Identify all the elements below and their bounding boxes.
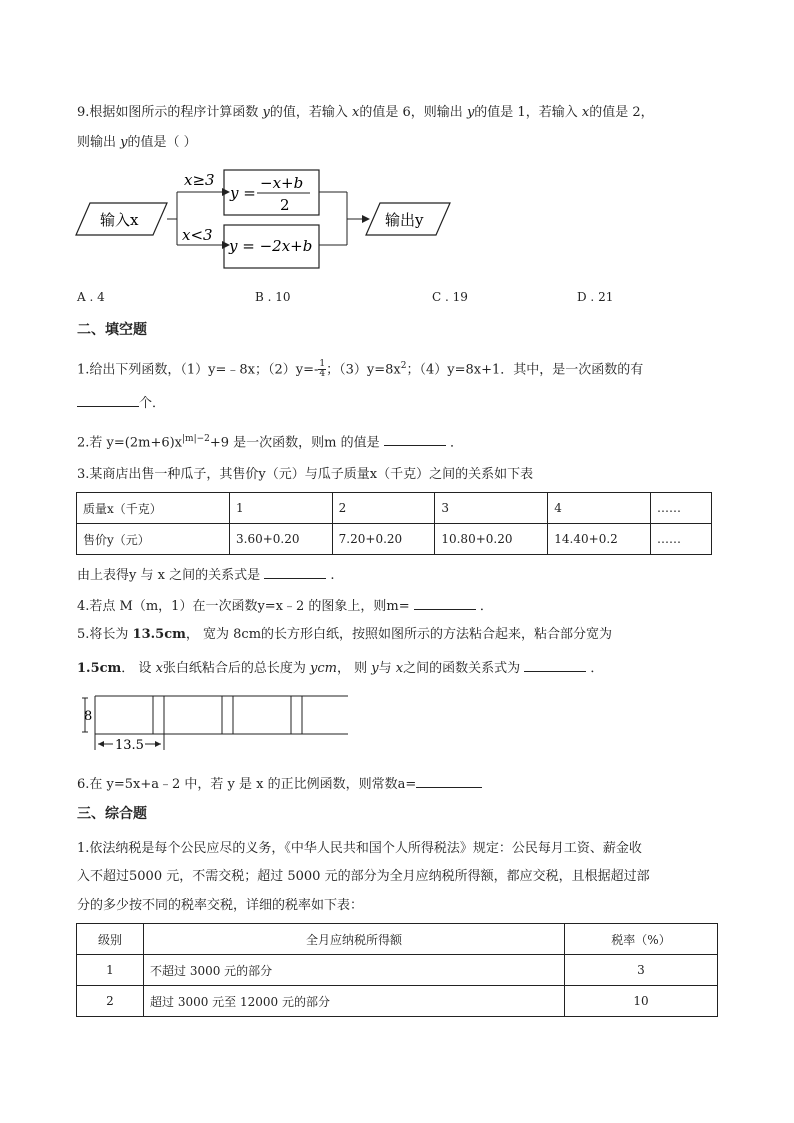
s2-q5-line1: 5.将长为 13.5cm， 宽为 8cm的长方形白纸，按照如图所示的方法粘合起来，粘合部分宽为 (77, 627, 613, 642)
svg-text:−x+b: −x+b (260, 174, 304, 192)
answer-blank[interactable] (416, 773, 482, 788)
s2-q3-after: 由上表得y 与 x 之间的关系式是 . (77, 564, 335, 586)
paper-strip-figure (80, 690, 350, 756)
s3-p-line3: 分的多少按不同的税率交税，详细的税率如下表： (77, 898, 364, 913)
s2-q2: 2.若 $y=(2m+6)x^{|m|-2}+9$ 是一次函数，则m 的值是 ． (77, 429, 463, 453)
fraction: $\frac{1}{4}$ (319, 359, 326, 380)
answer-blank[interactable] (384, 431, 446, 446)
price-table (76, 492, 712, 555)
option-b[interactable]: B . 10 (255, 290, 291, 304)
answer-blank[interactable] (77, 392, 139, 407)
s3-p-line2: 入不超过5000 元，不需交税；超过 5000 元的部分为全月应纳税所得额，都应交税，且根据超过部 (77, 869, 650, 884)
option-a[interactable]: A . 4 (77, 290, 105, 304)
option-d[interactable]: D . 21 (577, 290, 614, 304)
answer-blank[interactable] (264, 564, 326, 579)
input-label: 输入x (100, 211, 139, 229)
svg-text:2: 2 (280, 196, 290, 214)
table-header-row: 级别 全月应纳税所得额 税率（%） (77, 924, 718, 955)
output-label: 输出y (385, 211, 424, 229)
answer-blank[interactable] (414, 595, 476, 610)
svg-text:y = −2x+b: y = −2x+b (229, 237, 313, 255)
height-label: 8 (84, 709, 93, 724)
width-label: 13.5 (115, 738, 144, 753)
table-row: 2 超过 3000 元至 12000 元的部分 10 (77, 986, 718, 1017)
s2-q6: 6.在 y=5x+a﹣2 中，若 y 是 x 的正比例函数，则常数a= (77, 773, 482, 795)
cond-bottom: x<3 (182, 226, 213, 244)
section2-heading: 二、填空题 (77, 322, 147, 338)
q9-line2: 则输出 y的值是（ ） (77, 135, 197, 150)
s2-q4: 4.若点 M（m，1）在一次函数y=x﹣2 的图象上，则m= ． (77, 595, 493, 617)
table-row: 1 不超过 3000 元的部分 3 (77, 955, 718, 986)
option-c[interactable]: C . 19 (432, 290, 468, 304)
q9-line1: 9.根据如图所示的程序计算函数 y的值，若输入 x的值是 6，则输出 y的值是 1，若输入 x的值是 2， (77, 105, 654, 120)
tax-table (76, 923, 718, 1017)
s2-q1-cont: 个． (77, 392, 165, 414)
s2-q5-line2: 1.5cm． 设 x张白纸粘合后的总长度为 ycm， 则 y与 x之间的函数关系式为 ． (77, 657, 603, 679)
s3-p-line1: 1.依法纳税是每个公民应尽的义务，《中华人民共和国个人所得税法》规定：公民每月工资、薪金收 (77, 841, 642, 856)
answer-blank[interactable] (524, 657, 586, 672)
section3-heading: 三、综合题 (77, 806, 147, 822)
svg-text:y =: y = (230, 184, 256, 202)
cond-top: x≥3 (184, 171, 215, 189)
table-row: 质量x（千克） 1 2 3 4 …… (77, 493, 712, 524)
table-row: 售价y（元） 3.60+0.20 7.20+0.20 10.80+0.20 14.40+0.2 …… (77, 524, 712, 555)
q9-flowchart (72, 160, 462, 275)
s2-q3: 3.某商店出售一种瓜子，其售价y（元）与瓜子质量x（千克）之间的关系如下表 (77, 467, 534, 482)
s2-q1: 1.给出下列函数，（1）y=﹣8x；（2）y=- $\frac{1}{4}$ ；$(3)y=8x^2$；（4）y=8x+1．其中，是一次函数的有 (77, 359, 644, 380)
